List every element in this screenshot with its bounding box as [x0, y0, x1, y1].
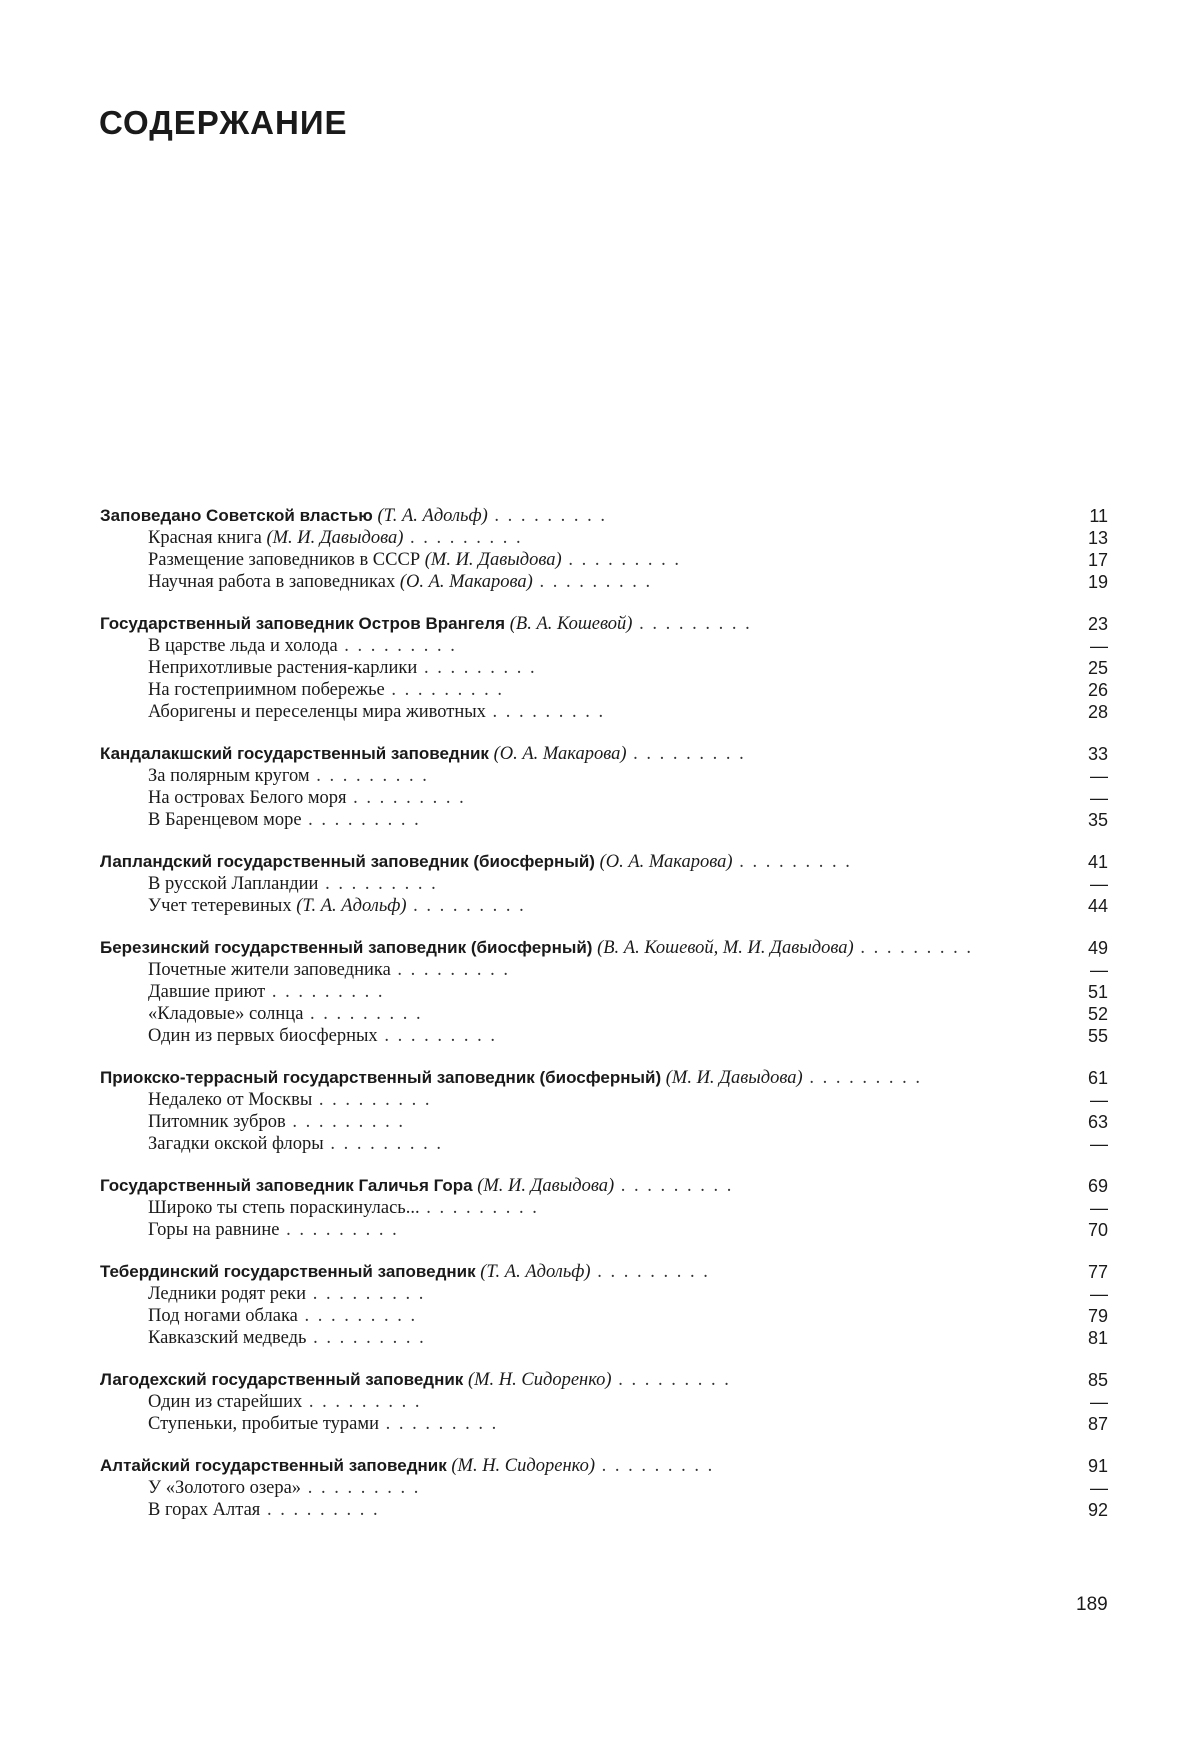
- toc-entry: [100, 765, 1108, 787]
- dot-leader: . . . . . . . . .: [309, 766, 429, 786]
- dot-leader: . . . . . . . . .: [532, 572, 653, 592]
- entry-author: (М. И. Давыдова): [266, 528, 404, 548]
- entry-page: —: [1090, 766, 1108, 786]
- toc-section-heading: [100, 505, 1108, 527]
- page-number: 189: [1076, 1594, 1108, 1615]
- dot-leader: . . . . . . . . .: [302, 1392, 422, 1412]
- entry-title: На гостеприимном побережье: [148, 680, 385, 700]
- dot-leader: . . . . . . . . .: [614, 1176, 734, 1196]
- dot-leader: . . . . . . . . .: [853, 938, 973, 958]
- toc-entry: [100, 981, 1108, 1003]
- entry-title: Давшие приют: [148, 982, 266, 1002]
- dot-leader: . . . . . . . . .: [306, 1284, 426, 1304]
- entry-title: Недалеко от Москвы: [148, 1090, 313, 1110]
- dot-leader: . . . . . . . . .: [632, 614, 752, 634]
- dot-leader: . . . . . . . . .: [379, 1414, 499, 1434]
- toc-entry: [100, 1305, 1108, 1327]
- toc-entry: [100, 1477, 1108, 1499]
- dot-leader: . . . . . . . . .: [590, 1262, 710, 1282]
- table-of-contents: [100, 505, 1108, 1541]
- entry-title: Размещение заповедников в СССР: [148, 550, 421, 570]
- toc-section-heading: [100, 851, 1108, 873]
- entry-title: Один из старейших: [148, 1392, 303, 1412]
- toc-section: [100, 743, 1108, 831]
- entry-title: Неприхотливые растения-карлики: [148, 658, 418, 678]
- entry-title: В русской Лапландии: [148, 874, 319, 894]
- toc-entry: [100, 895, 1108, 917]
- dot-leader: . . . . . . . . .: [732, 852, 852, 872]
- entry-page: 28: [1087, 702, 1108, 722]
- entry-title: Аборигены и переселенцы мира животных: [148, 702, 486, 722]
- page-title: СОДЕРЖАНИЕ: [99, 104, 348, 141]
- dot-leader: . . . . . . . . .: [626, 744, 746, 764]
- entry-page: 13: [1087, 528, 1108, 548]
- entry-title: Загадки окской флоры: [148, 1134, 324, 1154]
- toc-entry: [100, 1003, 1108, 1025]
- toc-entry: [100, 1133, 1108, 1155]
- dot-leader: . . . . . . . . .: [301, 810, 421, 830]
- entry-page: 17: [1087, 550, 1108, 570]
- entry-author: (М. И. Давыдова): [477, 1176, 615, 1196]
- toc-entry: [100, 1499, 1108, 1521]
- entry-page: 69: [1087, 1176, 1108, 1196]
- dot-leader: . . . . . . . . .: [297, 1306, 418, 1326]
- entry-page: 87: [1087, 1414, 1108, 1434]
- entry-page: 52: [1087, 1004, 1108, 1024]
- entry-page: 92: [1087, 1500, 1108, 1520]
- entry-page: 11: [1089, 506, 1108, 526]
- entry-page: 70: [1087, 1220, 1108, 1240]
- entry-title: «Кладовые» солнца: [148, 1004, 304, 1024]
- toc-entry: [100, 1283, 1108, 1305]
- toc-section: [100, 937, 1108, 1047]
- entry-author: (М. Н. Сидоренко): [467, 1370, 612, 1390]
- entry-author: (О. А. Макарова): [599, 852, 733, 872]
- entry-page: 51: [1087, 982, 1108, 1002]
- toc-section: [100, 505, 1108, 593]
- toc-section-heading: [100, 743, 1108, 765]
- entry-page: —: [1090, 1284, 1108, 1304]
- toc-entry: [100, 549, 1108, 571]
- entry-page: 79: [1087, 1306, 1108, 1326]
- entry-page: —: [1090, 1392, 1108, 1412]
- entry-author: (Т. А. Адольф): [296, 896, 407, 916]
- entry-page: 23: [1087, 614, 1108, 634]
- dot-leader: . . . . . . . . .: [611, 1370, 731, 1390]
- toc-entry: [100, 1219, 1108, 1241]
- dot-leader: . . . . . . . . .: [306, 1328, 426, 1348]
- entry-title: Под ногами облака: [148, 1306, 298, 1326]
- dot-leader: . . . . . . . . .: [417, 658, 537, 678]
- entry-title: Широко ты степь пораскинулась...: [148, 1198, 420, 1218]
- dot-leader: . . . . . . . . .: [487, 506, 608, 526]
- entry-author: (Т. А. Адольф): [377, 506, 488, 526]
- toc-section-heading: [100, 1455, 1108, 1477]
- entry-page: —: [1090, 1198, 1108, 1218]
- toc-entry: [100, 1197, 1108, 1219]
- entry-page: 49: [1087, 938, 1108, 958]
- entry-title: Березинский государственный заповедник (биосферный): [100, 938, 593, 957]
- toc-entry: [100, 679, 1108, 701]
- entry-title: Заповедано Советской властью: [100, 506, 373, 525]
- entry-title: Алтайский государственный заповедник: [100, 1456, 447, 1475]
- dot-leader: . . . . . . . . .: [390, 960, 511, 980]
- dot-leader: . . . . . . . . .: [279, 1220, 399, 1240]
- entry-title: В горах Алтая: [148, 1500, 261, 1520]
- toc-entry: [100, 787, 1108, 809]
- dot-leader: . . . . . . . . .: [406, 896, 526, 916]
- toc-section-heading: [100, 937, 1108, 959]
- entry-page: 25: [1087, 658, 1108, 678]
- dot-leader: . . . . . . . . .: [323, 1134, 443, 1154]
- entry-page: 63: [1087, 1112, 1108, 1132]
- toc-entry: [100, 1327, 1108, 1349]
- entry-page: 81: [1087, 1328, 1108, 1348]
- entry-title: Приокско-террасный государственный заповедник (биосферный): [100, 1068, 662, 1087]
- toc-entry: [100, 527, 1108, 549]
- toc-section-heading: [100, 613, 1108, 635]
- toc-section: [100, 1175, 1108, 1241]
- dot-leader: . . . . . . . . .: [419, 1198, 539, 1218]
- dot-leader: . . . . . . . . .: [485, 702, 606, 722]
- entry-title: Государственный заповедник Остров Врангеля: [100, 614, 506, 633]
- toc-entry: [100, 1089, 1108, 1111]
- dot-leader: . . . . . . . . .: [595, 1456, 715, 1476]
- dot-leader: . . . . . . . . .: [301, 1478, 421, 1498]
- dot-leader: . . . . . . . . .: [285, 1112, 405, 1132]
- toc-entry: [100, 571, 1108, 593]
- entry-title: Почетные жители заповедника: [148, 960, 391, 980]
- dot-leader: . . . . . . . . .: [260, 1500, 380, 1520]
- entry-page: —: [1090, 1134, 1108, 1154]
- entry-title: Учет тетеревиных: [148, 896, 292, 916]
- entry-author: (В. А. Кошевой): [509, 614, 633, 634]
- dot-leader: . . . . . . . . .: [312, 1090, 432, 1110]
- entry-author: (О. А. Макарова): [399, 572, 533, 592]
- toc-section-heading: [100, 1175, 1108, 1197]
- dot-leader: . . . . . . . . .: [403, 528, 523, 548]
- entry-title: В царстве льда и холода: [148, 636, 338, 656]
- entry-title: Ступеньки, пробитые турами: [148, 1414, 379, 1434]
- toc-entry: [100, 657, 1108, 679]
- entry-page: —: [1090, 1090, 1108, 1110]
- dot-leader: . . . . . . . . .: [384, 680, 505, 700]
- toc-section-heading: [100, 1067, 1108, 1089]
- toc-section-heading: [100, 1261, 1108, 1283]
- entry-page: 91: [1087, 1456, 1108, 1476]
- entry-title: Ледники родят реки: [148, 1284, 307, 1304]
- entry-title: Научная работа в заповедниках: [148, 572, 396, 592]
- dot-leader: . . . . . . . . .: [561, 550, 681, 570]
- entry-author: (М. И. Давыдова): [424, 550, 562, 570]
- entry-page: 19: [1087, 572, 1108, 592]
- dot-leader: . . . . . . . . .: [265, 982, 385, 1002]
- entry-title: Горы на равнине: [148, 1220, 280, 1240]
- toc-entry: [100, 809, 1108, 831]
- entry-title: Красная книга: [148, 528, 262, 548]
- toc-entry: [100, 701, 1108, 723]
- entry-author: (М. Н. Сидоренко): [451, 1456, 596, 1476]
- entry-title: Лагодехский государственный заповедник: [100, 1370, 464, 1389]
- entry-title: За полярным кругом: [148, 766, 310, 786]
- entry-page: 85: [1087, 1370, 1108, 1390]
- entry-title: Кавказский медведь: [148, 1328, 307, 1348]
- toc-section: [100, 851, 1108, 917]
- entry-title: В Баренцевом море: [148, 810, 302, 830]
- entry-title: Тебердинский государственный заповедник: [100, 1262, 476, 1281]
- entry-page: 61: [1087, 1068, 1108, 1088]
- entry-page: 41: [1087, 852, 1108, 872]
- entry-title: На островах Белого моря: [148, 788, 347, 808]
- entry-page: 77: [1087, 1262, 1108, 1282]
- toc-entry: [100, 1111, 1108, 1133]
- entry-page: —: [1090, 1478, 1108, 1498]
- entry-title: Лапландский государственный заповедник (биосферный): [100, 852, 595, 871]
- entry-page: —: [1090, 874, 1108, 894]
- entry-page: 33: [1087, 744, 1108, 764]
- entry-page: 55: [1087, 1026, 1108, 1046]
- toc-section: [100, 1261, 1108, 1349]
- dot-leader: . . . . . . . . .: [337, 636, 457, 656]
- toc-section: [100, 1455, 1108, 1521]
- entry-author: (Т. А. Адольф): [480, 1262, 591, 1282]
- dot-leader: . . . . . . . . .: [346, 788, 466, 808]
- entry-page: —: [1090, 960, 1108, 980]
- entry-page: 26: [1087, 680, 1108, 700]
- entry-page: 44: [1087, 896, 1108, 916]
- toc-entry: [100, 959, 1108, 981]
- toc-entry: [100, 873, 1108, 895]
- dot-leader: . . . . . . . . .: [802, 1068, 922, 1088]
- entry-page: —: [1090, 636, 1108, 656]
- toc-entry: [100, 1413, 1108, 1435]
- entry-page: —: [1090, 788, 1108, 808]
- toc-entry: [100, 635, 1108, 657]
- entry-title: Государственный заповедник Галичья Гора: [100, 1176, 473, 1195]
- dot-leader: . . . . . . . . .: [318, 874, 438, 894]
- toc-section: [100, 613, 1108, 723]
- toc-section-heading: [100, 1369, 1108, 1391]
- toc-section: [100, 1369, 1108, 1435]
- dot-leader: . . . . . . . . .: [303, 1004, 423, 1024]
- entry-title: Питомник зубров: [148, 1112, 286, 1132]
- toc-entry: [100, 1391, 1108, 1413]
- toc-entry: [100, 1025, 1108, 1047]
- entry-title: У «Золотого озера»: [148, 1478, 302, 1498]
- entry-page: 35: [1087, 810, 1108, 830]
- entry-title: Кандалакшский государственный заповедник: [100, 744, 489, 763]
- entry-title: Один из первых биосферных: [148, 1026, 378, 1046]
- dot-leader: . . . . . . . . .: [377, 1026, 497, 1046]
- entry-author: (М. И. Давыдова): [665, 1068, 803, 1088]
- toc-section: [100, 1067, 1108, 1155]
- entry-author: (О. А. Макарова): [493, 744, 627, 764]
- entry-author: (В. А. Кошевой, М. И. Давыдова): [597, 938, 854, 958]
